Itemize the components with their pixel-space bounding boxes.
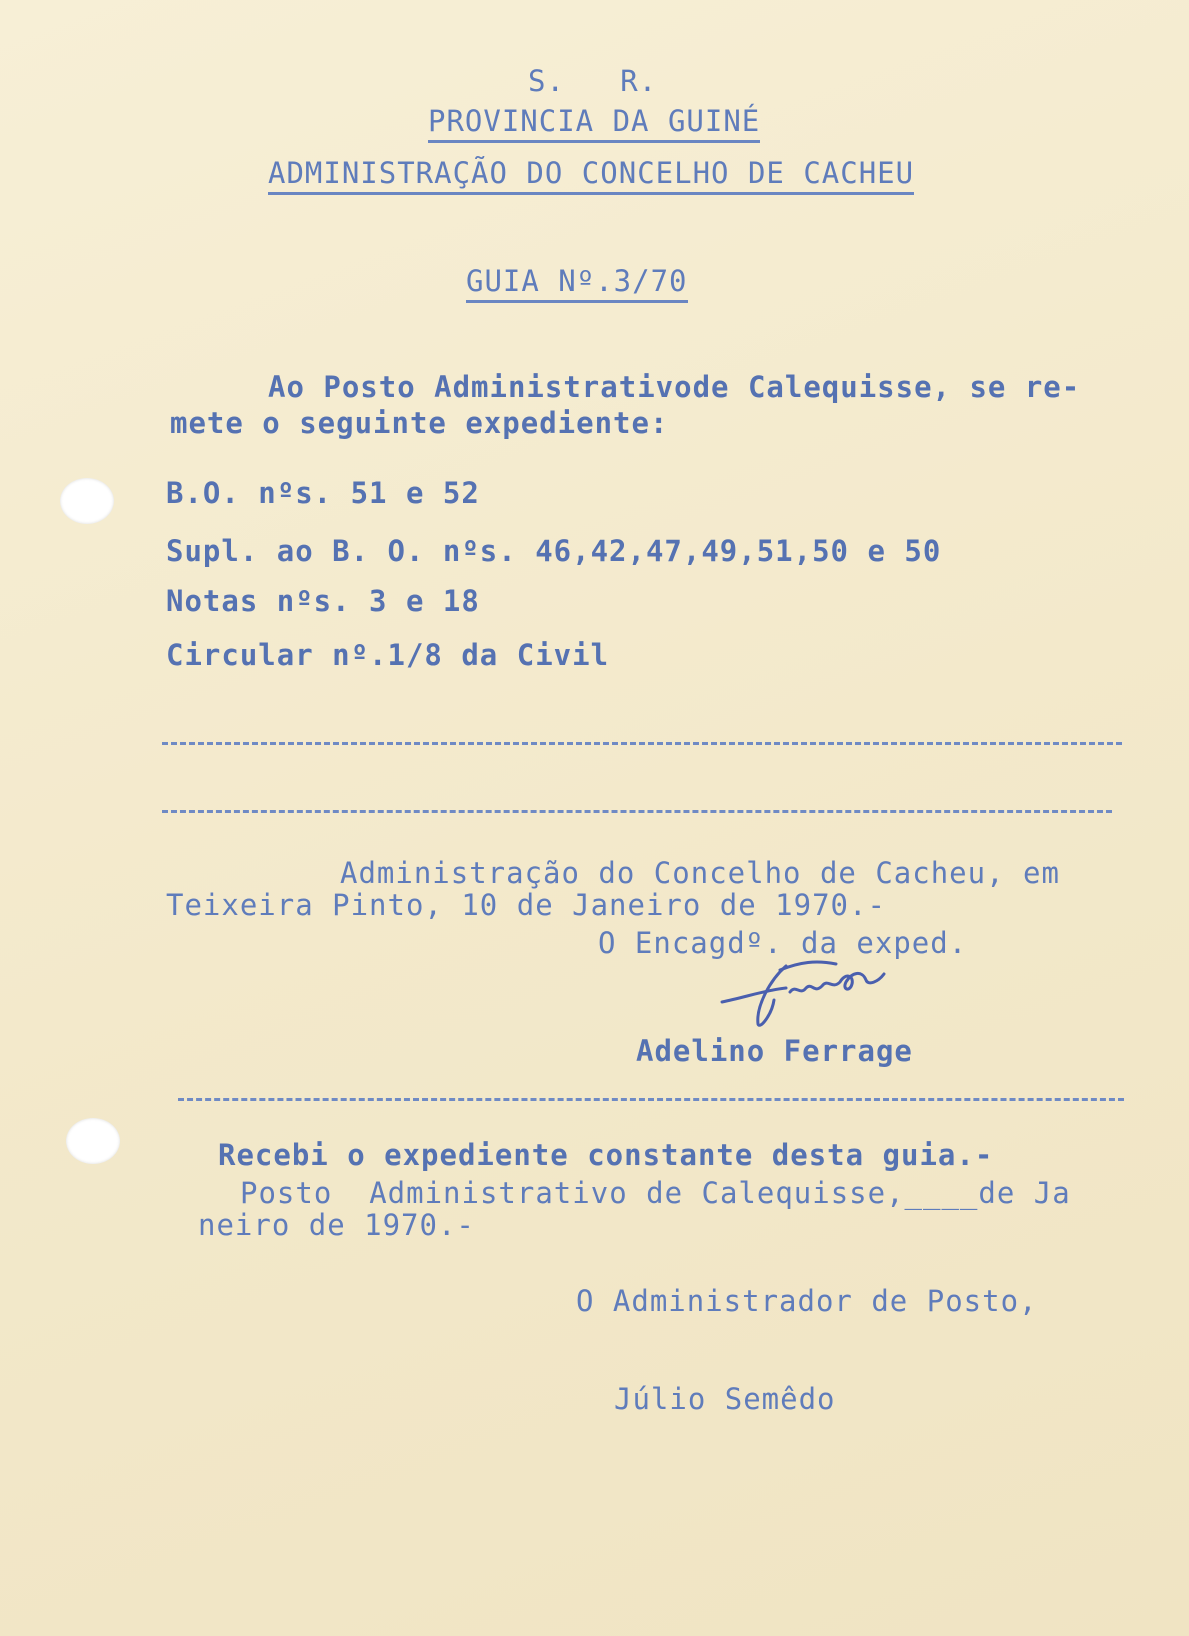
item-notes: Notas nºs. 3 e 18 xyxy=(166,584,480,618)
punch-hole xyxy=(66,1118,120,1164)
closing-line-1: Administração do Concelho de Cacheu, em xyxy=(340,856,1060,890)
item-bo: B.O. nºs. 51 e 52 xyxy=(166,476,480,510)
receipt-line-1: Recebi o expediente constante desta guia.- xyxy=(218,1138,994,1172)
header-province: PROVINCIA DA GUINÉ xyxy=(428,104,760,143)
item-supplement: Supl. ao B. O. nºs. 46,42,47,49,51,50 e 50 xyxy=(166,534,942,568)
punch-hole xyxy=(60,478,114,524)
divider-line xyxy=(162,810,1112,813)
divider-line xyxy=(162,742,1122,745)
closing-line-2: Teixeira Pinto, 10 de Janeiro de 1970.- xyxy=(166,888,886,922)
closing-signer: Adelino Ferrage xyxy=(636,1034,913,1068)
divider-line xyxy=(178,1098,1124,1101)
handwritten-signature xyxy=(716,952,926,1030)
receipt-line-2: Posto Administrativo de Calequisse,____de Ja xyxy=(240,1176,1071,1210)
header-administration: ADMINISTRAÇÃO DO CONCELHO DE CACHEU xyxy=(268,156,914,195)
header-sr: S. R. xyxy=(528,64,658,98)
guide-number: GUIA Nº.3/70 xyxy=(466,264,688,303)
receipt-signer: Júlio Semêdo xyxy=(614,1382,836,1416)
intro-line-2: mete o seguinte expediente: xyxy=(170,406,669,440)
receipt-role: O Administrador de Posto, xyxy=(576,1284,1038,1318)
receipt-line-3: neiro de 1970.- xyxy=(198,1208,475,1242)
closing-role: O Encagdº. da exped. xyxy=(598,926,968,960)
intro-line-1: Ao Posto Administrativode Calequisse, se re- xyxy=(268,370,1081,404)
item-circular: Circular nº.1/8 da Civil xyxy=(166,638,610,672)
